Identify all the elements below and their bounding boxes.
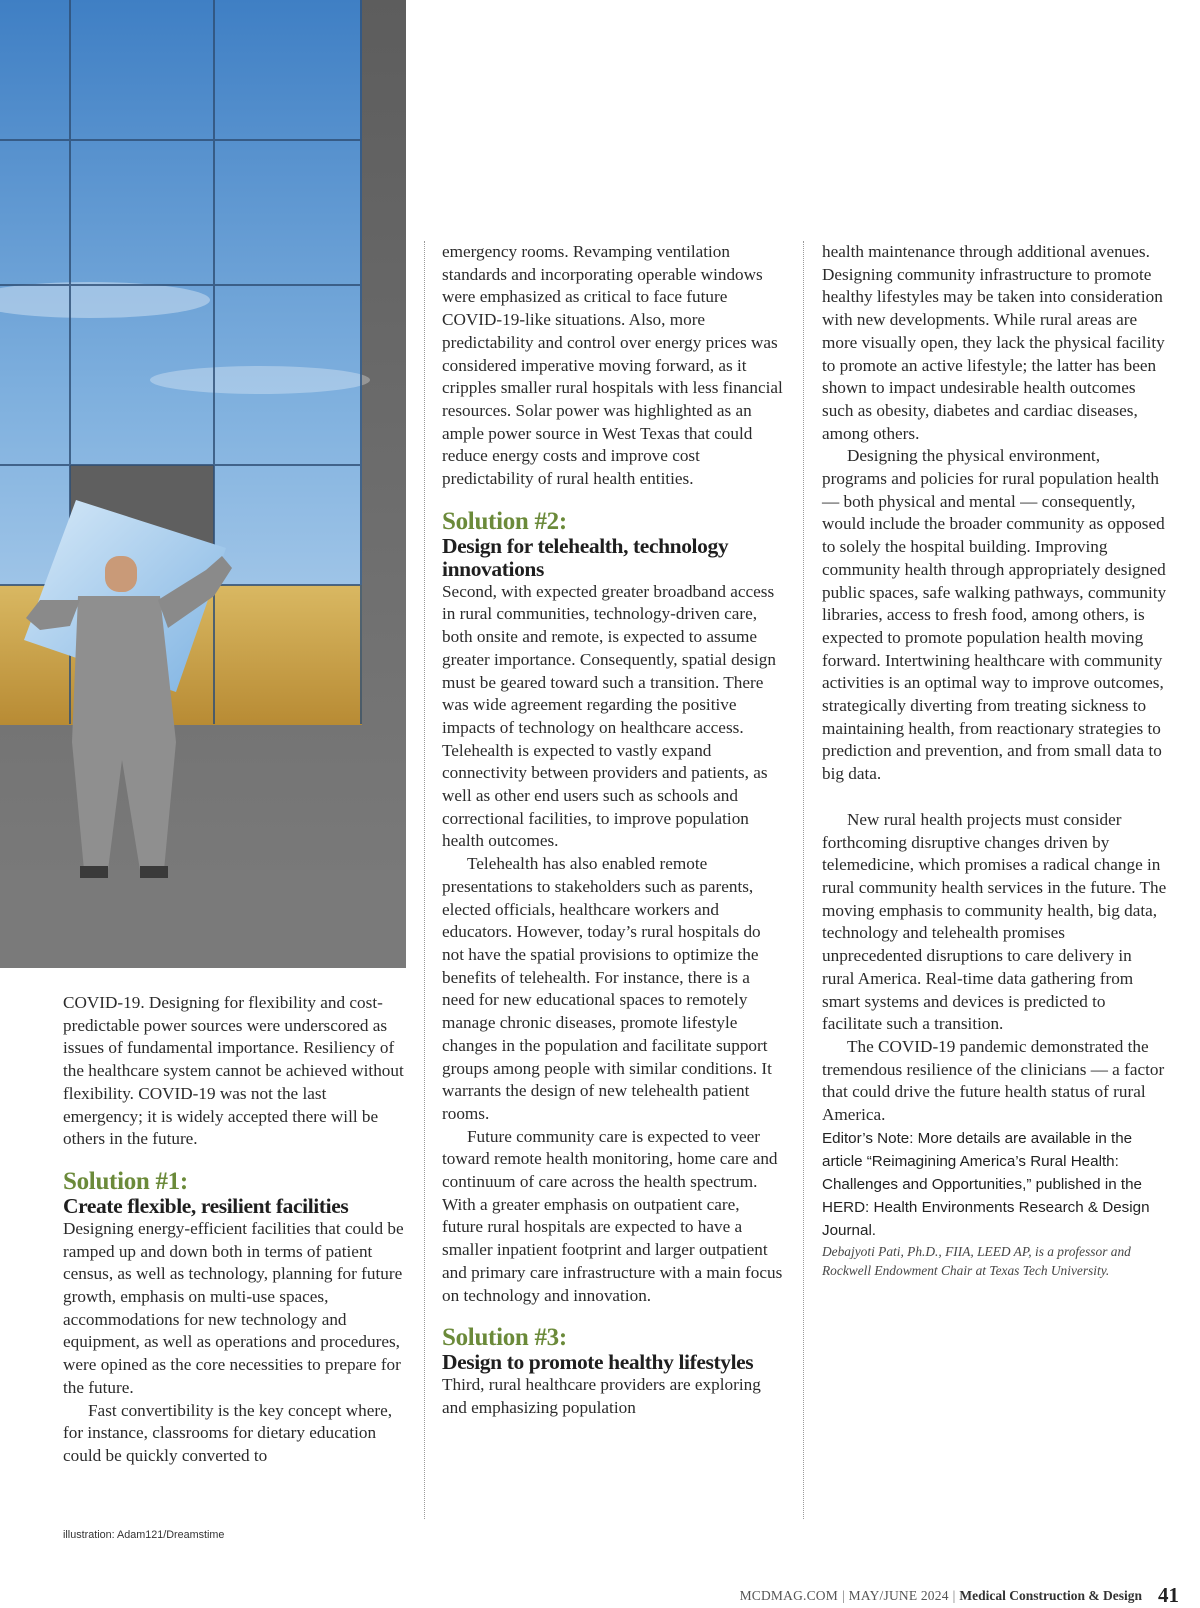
- solution-number: Solution #2:: [442, 507, 567, 535]
- author-bio: Debajyoti Pati, Ph.D., FIIA, LEED AP, is a professor and Rockwell Endowment Chair at Texas Tech University.: [822, 1243, 1131, 1278]
- footer-site: MCDMAG.COM: [739, 1588, 838, 1603]
- solution-title: Create flexible, resilient facilities: [63, 1193, 349, 1218]
- paragraph: The COVID-19 pandemic demonstrated the tremendous resilience of the clinicians — a factor that could drive the future health status of rural America.: [822, 1036, 1165, 1125]
- footer-issue: MAY/JUNE 2024: [848, 1588, 949, 1603]
- footer-publication: Medical Construction & Design: [959, 1588, 1142, 1603]
- solution-title: Design for telehealth, technology innovations: [442, 533, 729, 581]
- paragraph: Third, rural healthcare providers are exploring and emphasizing population: [442, 1375, 761, 1417]
- paragraph: Designing the physical environment, programs and policies for rural population health — both physical and mental — consequently, would include the broader community as opposed to solely the hospital building. Improving community health through appropriately designed public spaces, safe walking pathways, community libraries, access to fresh food, among others, is expected to promote population health moving forward. Intertwining healthcare with community activities is an optimal way to improve outcomes, strategically diverting from treating sickness to maintaining health, from reactionary strategies to prediction and prevention, and from small data to big data.: [822, 446, 1167, 784]
- column-divider: [424, 241, 425, 1519]
- text-column-3: [822, 241, 1167, 1280]
- wall-floor: [0, 870, 406, 968]
- solution-number: Solution #3:: [442, 1324, 567, 1352]
- solution-number: Solution #1:: [63, 1167, 188, 1195]
- solution-2-heading: [442, 509, 784, 581]
- page-footer: [740, 1583, 1179, 1608]
- footer-separator: |: [841, 1588, 845, 1603]
- paragraph: New rural health projects must consider forthcoming disruptive changes driven by telemedicine, which promises a radical change in rural community health services in the future. The moving emphasis to community health, big data, technology and telehealth promises unprecedented disruptions to care delivery in rural America. Real-time data gathering from smart systems and devices is predicted to facilitate such a transition.: [822, 809, 1167, 1034]
- paragraph: Fast convertibility is the key concept where, for instance, classrooms for dietary education could be quickly converted to: [63, 1400, 393, 1465]
- solution-1-heading: [63, 1169, 408, 1218]
- paragraph: Designing energy-efficient facilities that could be ramped up and down both in terms of patient census, as well as technology, planning for future growth, emphasis on multi-use spaces, accommodations for new technology and equipment, as well as operations and procedures, were opined as the core necessities to prepare for the future.: [63, 1218, 404, 1397]
- footer-separator: |: [952, 1588, 956, 1603]
- paragraph: health maintenance through additional avenues. Designing community infrastructure to promote healthy lifestyles may be taken into consideration with new developments. While rural areas are more visually open, they lack the physical facility to promote an active lifestyle; the latter has been shown to impact undesirable health outcomes such as obesity, diabetes and cardiac diseases, among others.: [822, 242, 1165, 443]
- text-column-1: [63, 992, 408, 1468]
- illustration: [0, 0, 406, 968]
- cloud: [150, 366, 370, 394]
- column-divider: [803, 241, 804, 1519]
- solution-3-heading: [442, 1325, 784, 1374]
- text-column-2: [442, 241, 784, 1420]
- image-credit: illustration: Adam121/Dreamstime: [63, 1529, 225, 1541]
- paragraph: emergency rooms. Revamping ventilation standards and incorporating operable windows were emphasized as critical to face future COVID-19-like situations. Also, more predictability and control over energy prices was considered imperative moving forward, as it cripples smaller rural hospitals with less financial resources. Solar power was highlighted as an ample power source in West Texas that could reduce energy costs and improve cost predictability of rural health entities.: [442, 242, 783, 489]
- paragraph: Future community care is expected to veer toward remote health monitoring, home care and continuum of care across the health spectrum. With a greater emphasis on outpatient care, future rural hospitals are expected to have a smaller inpatient footprint and larger outpatient and primary care infrastructure with a main focus on technology and innovation.: [442, 1126, 783, 1305]
- page-number: 41: [1158, 1583, 1179, 1607]
- editor-note: Editor’s Note: More details are available in the article “Reimagining America’s Rural Health: Challenges and Opportunities,” published in the HERD: Health Environments Research & Design Journal.: [822, 1129, 1150, 1239]
- paragraph: COVID-19. Designing for flexibility and cost-predictable power sources were underscored as issues of fundamental importance. Resiliency of the healthcare system cannot be achieved without flexibility. COVID-19 was not the last emergency; it is widely accepted there will be others in the future.: [63, 993, 404, 1149]
- paragraph: Telehealth has also enabled remote presentations to stakeholders such as parents, elected officials, healthcare workers and educators. However, today’s rural hospitals do not have the spatial provisions to optimize the benefits of telehealth. For instance, there is a need for new educational spaces to remotely manage chronic diseases, promote lifestyle changes in the population and facilitate support groups among people with similar conditions. It warrants the design of new telehealth patient rooms.: [442, 854, 772, 1123]
- paragraph: Second, with expected greater broadband access in rural communities, technology-driven care, both onsite and remote, is expected to assume greater importance. Consequently, spatial design must be geared toward such a transition. There was wide agreement regarding the positive impacts of technology on healthcare access. Telehealth is expected to vastly expand connectivity between providers and patients, as well as other end users such as schools and correctional facilities, to improve population health outcomes.: [442, 581, 776, 851]
- solution-title: Design to promote healthy lifestyles: [442, 1350, 754, 1375]
- illustration-artwork: [0, 0, 406, 968]
